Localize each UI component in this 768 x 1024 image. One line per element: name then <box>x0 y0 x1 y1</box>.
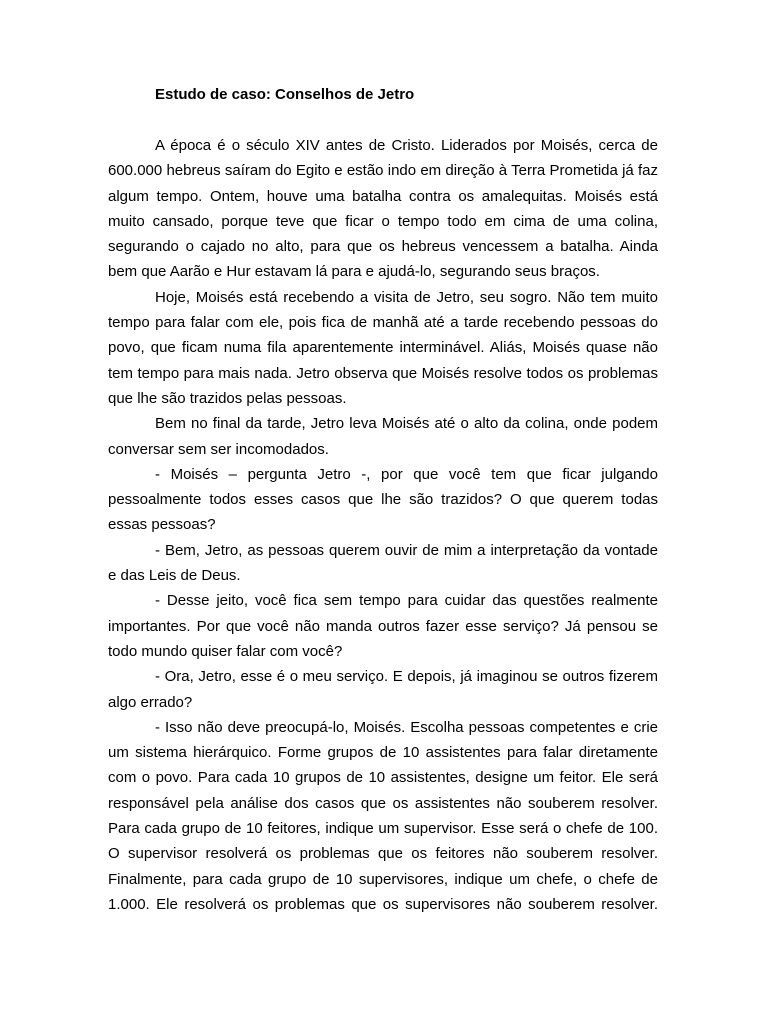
dialogue-paragraph: - Desse jeito, você fica sem tempo para cuidar das questões realmente importantes. Por que você não manda outros fazer esse serviço? Já pensou se todo mundo quiser falar com você? <box>108 592 658 660</box>
document-title: Estudo de caso: Conselhos de Jetro <box>155 86 415 103</box>
dialogue-paragraph: - Isso não deve preocupá-lo, Moisés. Escolha pessoas competentes e crie um sistema hierárquico. Forme grupos de 10 assistentes para falar diretamente com o povo. Para cada 10 grupos de 10 assistentes, designe um feitor. Ele será responsável pela análise dos casos que os assistentes não souberem resolver. Para cada grupo de 10 feitores, indique um supervisor. Esse será o chefe de 100. O supervisor resolverá os problemas que os feitores não souberem resolver. Finalmente, para cada grupo de 10 supervisores, indique um chefe, o chefe de 1.000. Ele resolverá os problemas que os supervisores não souberem resolver. <box>108 718 658 913</box>
dialogue-paragraph: - Moisés – pergunta Jetro -, por que você tem que ficar julgando pessoalmente todos esses casos que lhe são trazidos? O que querem todas essas pessoas? <box>108 465 658 534</box>
paragraph: Bem no final da tarde, Jetro leva Moisés até o alto da colina, onde podem conversar sem ser incomodados. <box>108 415 658 458</box>
dialogue-paragraph: - Bem, Jetro, as pessoas querem ouvir de mim a interpretação da vontade e das Leis de Deus. <box>108 541 658 585</box>
document-body <box>108 133 658 917</box>
paragraph: A época é o século XIV antes de Cristo. Liderados por Moisés, cerca de 600.000 hebreus saíram do Egito e estão indo em direção à Terra Prometida já faz algum tempo. Ontem, houve uma batalha contra os amalequitas. Moisés está muito cansado, porque teve que ficar o tempo todo em cima de uma colina, segurando o cajado no alto, para que os hebreus vencessem a batalha. Ainda bem que Aarão e Hur estavam lá para e ajudá-lo, segurando seus braços. <box>108 137 658 281</box>
dialogue-paragraph: - Ora, Jetro, esse é o meu serviço. E depois, já imaginou se outros fizerem algo errado? <box>108 668 658 711</box>
paragraph: Hoje, Moisés está recebendo a visita de Jetro, seu sogro. Não tem muito tempo para falar com ele, pois fica de manhã até a tarde recebendo pessoas do povo, que ficam numa fila aparentemente interminável. Aliás, Moisés quase não tem tempo para mais nada. Jetro observa que Moisés resolve todos os problemas que lhe são trazidos pelas pessoas. <box>108 288 658 407</box>
